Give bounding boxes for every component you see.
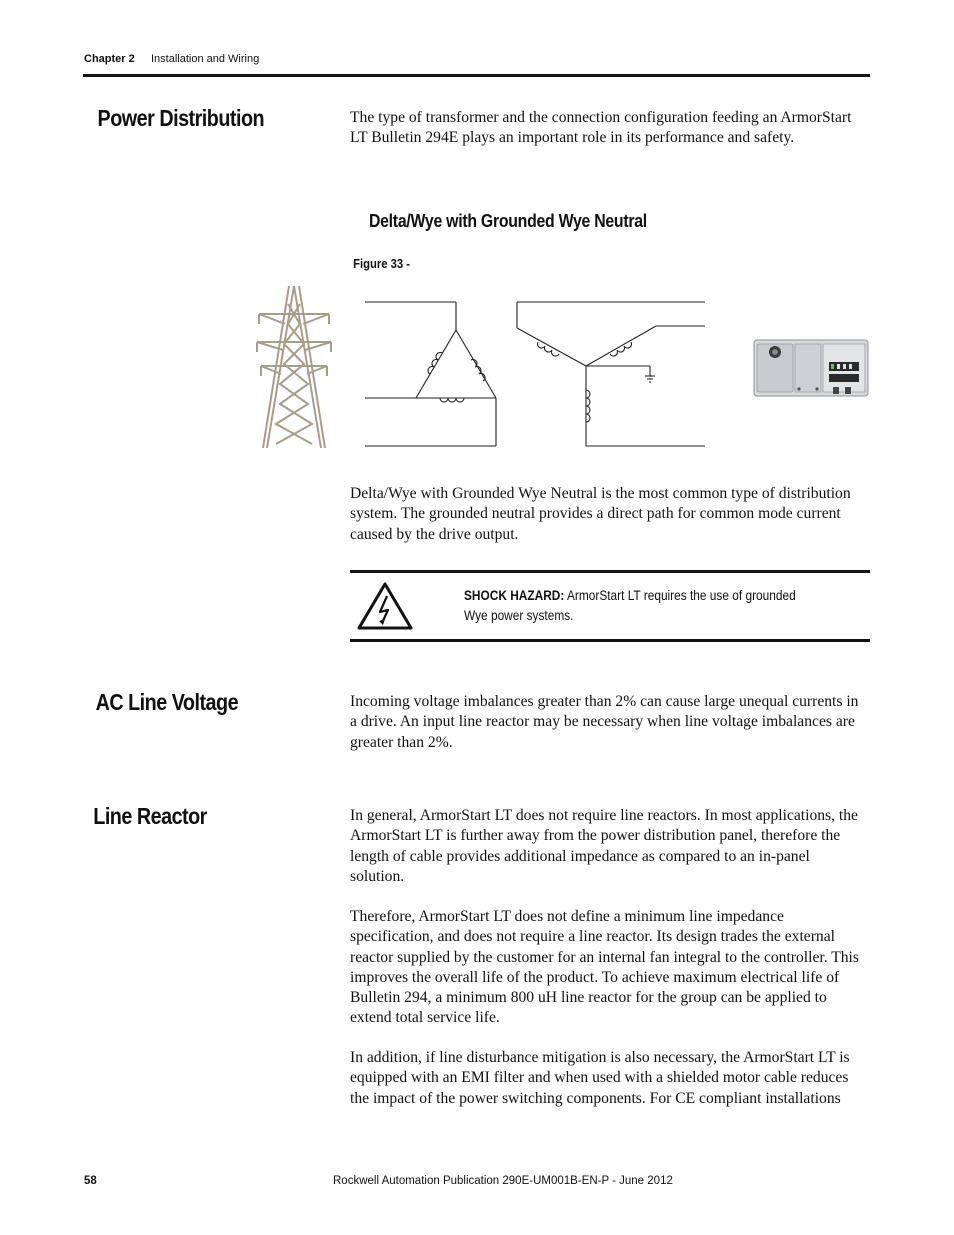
delta-wye-schematic bbox=[360, 298, 712, 450]
publication-info: Rockwell Automation Publication 290E-UM001B-EN-P - June 2012 bbox=[333, 1175, 673, 1187]
section-title-power-distribution: Power Distribution bbox=[97, 105, 265, 131]
header-rule bbox=[83, 74, 870, 77]
warning-rule-top bbox=[350, 570, 870, 573]
warning-rule-bottom bbox=[350, 639, 870, 642]
header-chapter: Chapter 2 bbox=[84, 53, 135, 65]
section-title-ac-line-voltage: AC Line Voltage bbox=[95, 689, 239, 715]
line-reactor-paragraph-3: In addition, if line disturbance mitigation is also necessary, the ArmorStart LT is equipped with an EMI filter and when used with a shielded motor cable reduces the impact of the power switching components. For CE compliant installations bbox=[350, 1049, 850, 1107]
figure-caption: Figure 33 - bbox=[353, 257, 411, 271]
subheading-delta-wye: Delta/Wye with Grounded Wye Neutral bbox=[368, 211, 647, 231]
section-title-line-reactor: Line Reactor bbox=[93, 803, 207, 829]
line-reactor-paragraph-2: Therefore, ArmorStart LT does not define a minimum line impedance specification, and does not require a line reactor. Its design trades the external reactor supplied by the customer for an internal fan integral to the controller. This improves the overall life of the product. To achieve maximum electrical life of Bulletin 294, a minimum 800 uH line reactor for the group can be applied to extend total service life. bbox=[350, 908, 859, 1027]
transmission-tower-icon bbox=[255, 284, 333, 450]
shock-hazard-icon bbox=[356, 581, 414, 631]
warning-label: SHOCK HAZARD: bbox=[464, 588, 565, 603]
header-section: Installation and Wiring bbox=[151, 53, 260, 65]
ac-line-voltage-text: Incoming voltage imbalances greater than 2% can cause large unequal currents in a drive. An input line reactor may be necessary when line voltage imbalances are greater than 2%. bbox=[350, 693, 859, 751]
line-reactor-paragraph-1: In general, ArmorStart LT does not require line reactors. In most applications, the ArmorStart LT is further away from the power distribution panel, therefore the length of cable provides additional impedance as compared to an in-panel solution. bbox=[350, 807, 858, 885]
warning-text bbox=[464, 586, 816, 626]
delta-wye-description: Delta/Wye with Grounded Wye Neutral is the most common type of distribution system. The grounded neutral provides a direct path for common mode current caused by the drive output. bbox=[350, 485, 851, 543]
power-distribution-intro: The type of transformer and the connection configuration feeding an ArmorStart LT Bulletin 294E plays an important role in its performance and safety. bbox=[350, 109, 852, 147]
page-number: 58 bbox=[84, 1175, 97, 1187]
warning-message: ArmorStart LT requires the use of grounded Wye power systems. bbox=[464, 588, 796, 623]
armorstart-device-icon bbox=[753, 339, 869, 397]
